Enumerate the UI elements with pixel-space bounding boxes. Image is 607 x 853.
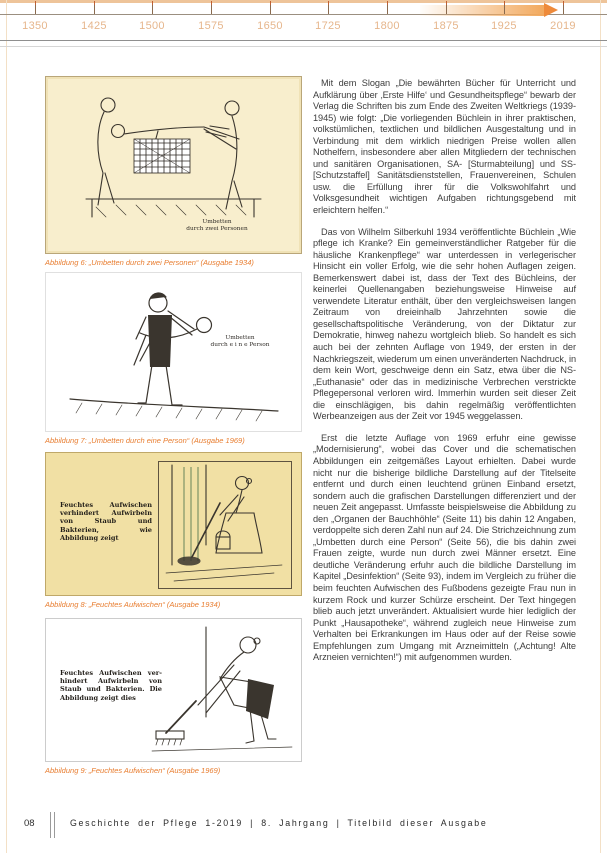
figure-2-caption: Abbildung 7: „Umbetten durch eine Person“ (Ausgabe 1969) (45, 436, 245, 445)
page-right-edge (600, 0, 601, 853)
header-rule-light (0, 46, 607, 47)
figure-3-caption: Abbildung 8: „Feuchtes Aufwischen“ (Ausgabe 1934) (45, 600, 221, 609)
figure-1-inner-label: Umbetten durch zwei Personen (186, 219, 248, 232)
page-left-edge (6, 0, 7, 853)
footer-divider (50, 812, 55, 838)
figure-3-plate-text: Feuchtes Aufwischen verhindert Aufwirbeln von Staub und Bakterien, wie Abbildung zeigt (60, 501, 152, 542)
tick-icon (270, 1, 271, 14)
article-paragraph: Mit dem Slogan „Die bewährten Bücher für Unterricht und Aufklärung über ‚Erste Hilfe‘ und Gesundheitspflege“ bewarb der Verlag die Schriften bis zum Ende des Zweiten Weltkriegs (1939-1945) wie folgt: „Die vorliegenden Büchlein in ihrer praktischen, volkstümlichen, textlichen und bildlichen Ausgestaltung und in Verbindung mit dem wirklich niedrigen Preise wollen allen Nothelfern, insbesondere aber allen Mitgliedern der technischen und sanitären Organisationen, SA- [Sturmabteilung] und SS- [Schutzstaffel] Sanitätsdienststellen, Frauenvereinen, Schulen usw. die Erfüllung ihrer für die Volkswohlfahrt und Volksgesundheit wichtigen Aufgaben richtungsgebend mit erleichtern helfen.“ (313, 78, 576, 216)
timeline: 1350 1425 1500 1575 1650 1725 1800 1875 1925 2019 (0, 0, 607, 50)
timeline-arrow-icon (544, 3, 558, 17)
tick-icon (387, 1, 388, 14)
page-number: 08 (24, 818, 35, 829)
tick-icon (35, 1, 36, 14)
figure-3-drawing (158, 461, 290, 587)
figure-4-drawing (148, 621, 298, 761)
tick-icon (504, 1, 505, 14)
tick-icon (328, 1, 329, 14)
tick-icon (446, 1, 447, 14)
article-paragraph: Erst die letzte Auflage von 1969 erfuhr eine gewisse „Modernisierung“, wobei das Cover und die schematischen Abbildungen ein zeitgemäßes Layout erhielten. Dabei wurde nicht nur die bisherige bildliche Darstellung auf der Titelseite entfernt und durch einen leuchtend grünen Einband ersetzt, sondern auch die grafischen Darstellungen differenziert und der neuen Zeit angepasst. Umfasste beispielsweise die Abbildung zu den „Organen der Bauchhöhle“ (Seite 11) bis dahin 12 Angaben, verdoppelte sich deren Zahl nun auf 24. Die Strichzeichnung zum „Umbetten durch eine Person“ (Seite 56), die bis dahin zwei Frauen zeigte, wurde nun durch zwei Männer ersetzt. Eine deutliche Veränderung erfuhr auch die bildliche Darstellung im Kapitel „Desinfektion“ (Seite 93), indem im Vergleich zu früher die beim feuchten Aufwischen des Fußbodens gezeigte Frau nun in kurzem Rock und kurzer Schürze erscheint. Der Text hingegen blieb auch jetzt unverändert. Aktualisiert wurde hier lediglich der Punkt „Hausapotheke“, während zugleich neue Hinweise zum Verhalten bei Erkrankungen im Haus oder auf der Reise sowie Empfehlungen zum Umgang mit Arzneimitteln („Achtung! Alte Arzneien vernichten!“) mit aufgenommen wurden. (313, 432, 576, 663)
tick-icon (211, 1, 212, 14)
article-paragraph: Das von Wilhelm Silberkuhl 1934 veröffentlichte Büchlein „Wie pflege ich Kranke? Ein gemeinverständlicher Ratgeber für die häusliche Krankenpflege“ war unterdessen in verlegerischer Hinsicht ein voller Erfolg, wie die sehr hohen Auflagen zeigen. Bemerkenswert dabei ist, dass der Text des Büchleins, der keinerlei Quellenangaben beziehungsweise Hinweise auf verwendete Literatur enthält, über den vergleichsweisen langen Zeitraum von dreieinhalb Jahrzehnten sowie die gesellschaftspolitische Veränderung, von der Diktatur zur Demokratie, hinweg nahezu wortgleich blieb. So handelt es sich auch bei der zehnten Auflage von 1949, der ersten in der Nachkriegszeit, wiederum um einen unveränderten Nachdruck, in dem kein Wort, geschweige denn ein Satz, etwa über die NS-„Euthanasie“ oder das in medizinische Verbrechen verstrickte Pflegepersonal verloren wird. Immerhin wurden seit dieser Zeit die einschlägigen, bis dahin regelmäßig veröffentlichten Werbeanzeigen aus der Zeit vor 1945 weggelassen. (313, 226, 577, 422)
figure-1-caption: Abbildung 6: „Umbetten durch zwei Personen“ (Ausgabe 1934) (45, 258, 254, 267)
figure-umbetten-zwei-personen (45, 76, 302, 254)
header-rule-dark (0, 40, 607, 41)
timeline-highlight-bar (420, 5, 544, 16)
tick-icon (94, 1, 95, 14)
figure-4-caption: Abbildung 9: „Feuchtes Aufwischen“ (Ausgabe 1969) (45, 766, 221, 775)
figure-2-inner-label: Umbetten durch e i n e Person (210, 335, 270, 348)
article-column (313, 78, 576, 674)
figure-feuchtes-aufwischen-1934 (45, 452, 302, 596)
figure-4-plate-text: Feuchtes Aufwischen verhindert Aufwirbeln von Staub und Bakterien. Die Abbildung zeigt dies (60, 669, 162, 702)
figure-umbetten-eine-person (45, 272, 302, 432)
figure-feuchtes-aufwischen-1969 (45, 618, 302, 762)
footer-title: Geschichte der Pflege 1-2019 | 8. Jahrgang | Titelbild dieser Ausgabe (70, 818, 488, 828)
page-footer (0, 810, 607, 840)
tick-icon (152, 1, 153, 14)
figure-2-drawing (46, 273, 301, 431)
tick-icon (563, 1, 564, 14)
